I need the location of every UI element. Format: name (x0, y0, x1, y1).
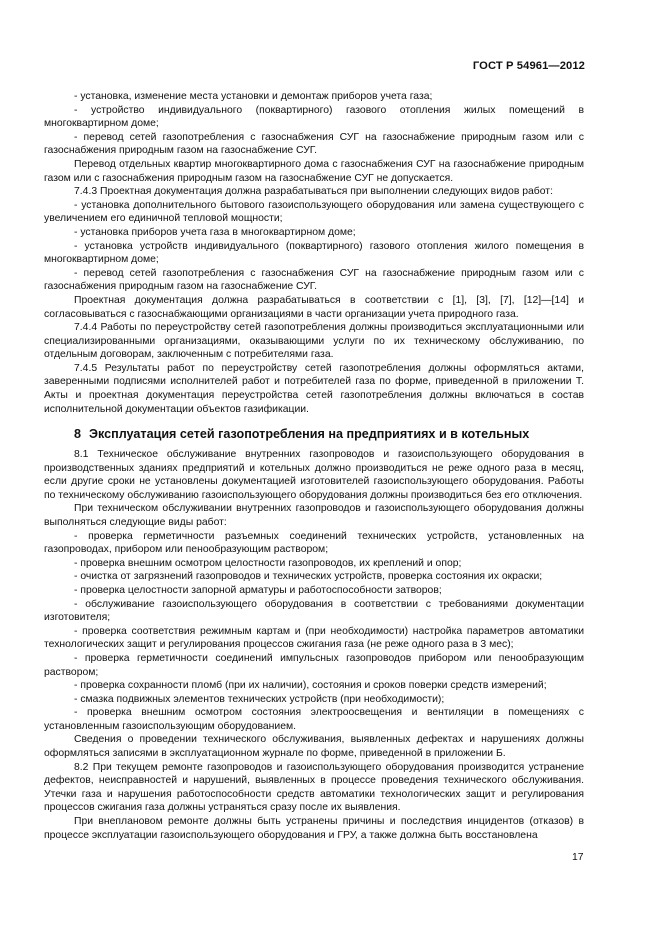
paragraph: Сведения о проведении технического обслуживания, выявленных дефектах и нарушениях должны оформляться записями в эксплуатационном журнале по форме, приведенной в приложении Б. (44, 734, 584, 760)
upper-text-block (44, 90, 584, 416)
paragraph: - установка устройств индивидуального (поквартирного) газового отопления жилого помещения в многоквартирном доме; (44, 240, 584, 266)
paragraph: - перевод сетей газопотребления с газоснабжения СУГ на газоснабжение природным газом или с газоснабжения природным газом на газоснабжение СУГ. (44, 131, 584, 157)
paragraph: 8.1 Техническое обслуживание внутренних газопроводов и газоиспользующего оборудования в производственных зданиях предприятий и котельных должно производиться не реже одного раза в месяц, если другие сроки не установлены документацией изготовителей газоиспользующего оборудования. Работы по техническому обслуживанию газоиспользующего оборудования должны производиться без его отключения. (44, 449, 584, 501)
paragraph: - проверка герметичности разъемных соединений технических устройств, установленных на газопроводах, прибором или пенообразующим раствором; (44, 530, 584, 556)
paragraph: 8.2 При текущем ремонте газопроводов и газоиспользующего оборудования производится устранение дефектов, неисправностей и нарушений, выявленных в процессе проведения технического обслуживания. Утечки газа и нарушения работоспособности средств автоматики технологических защит и регулирования процессов сжигания газа должны устраняться сразу после их выявления. (44, 761, 584, 814)
paragraph: При техническом обслуживании внутренних газопроводов и газоиспользующего оборудования должны выполняться следующие виды работ: (44, 503, 584, 528)
paragraph: - проверка внешним осмотром целостности газопроводов, их креплений и опор; (74, 557, 462, 569)
paragraph: 7.4.5 Результаты работ по переустройству сетей газопотребления должны оформляться актами, заверенными подписями исполнителей работ и потребителей газа по форме, приведенной в приложении Т. Акты и проектная документация переустройства сетей газопотребления должны включаться в состав исполнительной документации объектов газификации. (44, 362, 584, 415)
paragraph: 7.4.3 Проектная документация должна разрабатываться при выполнении следующих видов работ: (74, 186, 553, 198)
section-title: Эксплуатация сетей газопотребления на предприятиях и в котельных (89, 427, 530, 441)
paragraph: - смазка подвижных элементов технических устройств (при необходимости); (74, 693, 445, 705)
paragraph: - установка приборов учета газа в многоквартирном доме; (74, 226, 356, 238)
paragraph: Проектная документация должна разрабатываться в соответствии с [1], [3], [7], [12]—[14] и согласовываться с газоснабжающими организациями в части организации учета природного газа. (44, 294, 584, 320)
paragraph: Перевод отдельных квартир многоквартирного дома с газоснабжения СУГ на газоснабжение природным газом или с газоснабжения природным газом на газоснабжение СУГ не допускается. (44, 158, 584, 184)
paragraph: - устройство индивидуального (поквартирного) газового отопления жилых помещений в многоквартирном доме; (44, 104, 584, 130)
paragraph: При внеплановом ремонте должны быть устранены причины и последствия инцидентов (отказов) в процессе эксплуатации газоиспользующего оборудования и ГРУ, а также должна быть восстановлена (44, 816, 584, 841)
paragraph: - проверка целостности запорной арматуры и работоспособности затворов; (74, 584, 442, 596)
paragraph: - установка дополнительного бытового газоиспользующего оборудования или замена существующего с увеличением его единичной тепловой мощности; (44, 199, 584, 225)
section-number: 8 (74, 427, 82, 441)
paragraph: - проверка соответствия режимным картам и (при необходимости) настройка параметров автоматики технологических защит и регулирования процессов сжигания газа (не реже одного раза в 3 мес); (44, 625, 584, 651)
lower-text-block (44, 448, 584, 842)
section-heading (74, 427, 594, 442)
paragraph: - установка, изменение места установки и демонтаж приборов учета газа; (74, 91, 433, 102)
paragraph: - обслуживание газоиспользующего оборудования в соответствии с требованиями документации изготовителя; (44, 598, 584, 624)
page-number: 17 (572, 852, 584, 863)
paragraph: - перевод сетей газопотребления с газоснабжения СУГ на газоснабжение природным газом или с газоснабжения природным газом на газоснабжение СУГ. (44, 267, 584, 293)
paragraph: - проверка внешним осмотром состояния электроосвещения и вентиляции в помещениях с установленным газоиспользующим оборудованием. (44, 707, 584, 732)
paragraph: - проверка сохранности пломб (при их наличии), состояния и сроков поверки средств измерений; (74, 680, 547, 692)
paragraph: - очистка от загрязнений газопроводов и технических устройств, проверка состояния их окраски; (74, 571, 543, 583)
paragraph: 7.4.4 Работы по переустройству сетей газопотребления должны производиться эксплуатационными или специализированными организациями, оказывающими услуги по их техническому обслуживанию, по отдельным договорам, заключенным с потребителями газа. (44, 322, 584, 361)
paragraph: - проверка герметичности соединений импульсных газопроводов прибором или пенообразующим раствором; (44, 652, 584, 678)
document-code-header: ГОСТ Р 54961—2012 (472, 60, 585, 72)
